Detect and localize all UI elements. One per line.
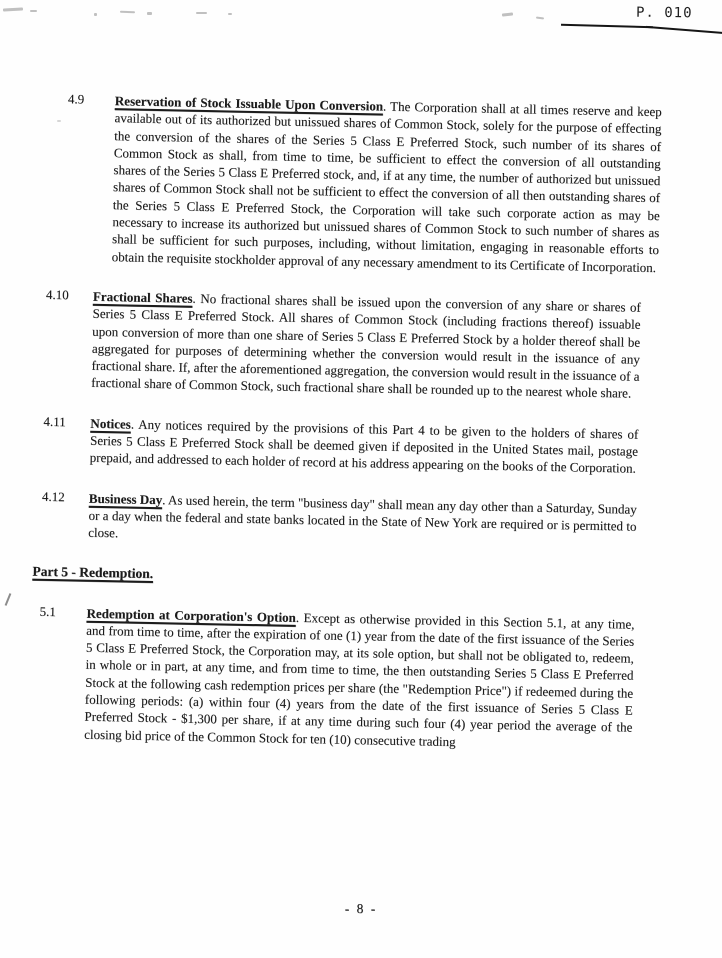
scan-artifact <box>3 7 23 11</box>
scan-artifact <box>94 13 97 16</box>
heading-separator: . <box>192 290 201 306</box>
heading-separator: . <box>295 609 304 625</box>
scan-artifact <box>536 16 544 19</box>
section-4-10 <box>44 287 658 403</box>
section-body-text: Any notices required by the provisions of this Part 4 to be given to the holders of shares of Series 5 Class E Preferred Stock shall be deemed given if deposited in the United States mail, postage prepaid, and addressed to each holder of record at his address appearing on the books of the Corporation. <box>89 416 639 477</box>
section-4-12 <box>41 488 654 552</box>
section-body-text: No fractional shares shall be issued upon the conversion of any share or shares of Series 5 Class E Preferred Stock. All shares of Common Stock (including fractions thereof) issuable upon conversion of more than one share of Series 5 Class E Preferred Stock by a holder thereof shall be aggregated for purposes of determining whether the conversion would result in the issuance of any fractional share. If, after the aforementioned aggregation, the conversion would result in the issuance of a fractional share of Common Stock, such fractional share shall be rounded up to the nearest whole share. <box>91 290 641 402</box>
heading-separator: . <box>130 416 139 432</box>
section-number: 4.12 <box>41 488 65 504</box>
part-5-heading: Part 5 - Redemption. <box>32 563 154 581</box>
scan-artifact <box>30 10 37 12</box>
section-paragraph <box>91 288 641 403</box>
section-heading: Business Day <box>88 490 163 507</box>
section-paragraph <box>88 489 637 552</box>
section-number: 4.10 <box>45 286 69 303</box>
section-heading: Reservation of Stock Issuable Upon Conversion <box>114 93 384 114</box>
scan-artifact <box>228 13 232 15</box>
scan-artifact <box>196 12 207 14</box>
fax-header-line <box>646 26 722 34</box>
margin-slash-mark <box>5 593 12 606</box>
document-content <box>32 91 662 777</box>
section-5-1 <box>37 603 652 754</box>
section-number: 4.11 <box>43 413 66 429</box>
page-number-footer: - 8 - <box>344 901 378 916</box>
section-paragraph <box>84 604 635 753</box>
section-heading: Notices <box>90 415 131 432</box>
section-heading: Redemption at Corporation's Option <box>86 605 297 625</box>
heading-separator: . <box>382 98 391 114</box>
section-4-9 <box>65 91 662 276</box>
section-paragraph <box>112 92 662 276</box>
scan-artifact <box>147 12 152 15</box>
scan-artifact <box>120 11 135 14</box>
section-paragraph <box>90 414 639 477</box>
section-body-text: Except as otherwise provided in this Section 5.1, at any time, and from time to time, after the expiration of one (1) year from the date of the first issuance of the Series 5 Class E Preferred Stock, the Corporation may, at its sole option, but shall not be obligated to, redeem, in whole or in part, at any time, and from time to time, the then outstanding Series 5 Class E Preferred Stock at the following cash redemption prices per share (the "Redemption Price") if redeemed during the following periods: (a) within four (4) years from the date of the first issuance of Series 5 Class E Preferred Stock - $1,300 per share, if at any time during such four (4) year period the average of the closing bid price of the Common Stock for ten (10) consecutive trading <box>84 609 635 749</box>
section-number: 5.1 <box>39 603 57 619</box>
fax-page-number: P. 010 <box>635 4 693 22</box>
section-body-text: As used herein, the term "business day" shall mean any day other than a Saturday, Sunday or a day when the federal and state banks located in the State of New York are required or is permitted to close. <box>88 491 637 541</box>
section-4-11 <box>43 414 656 478</box>
fax-header-line <box>561 24 653 29</box>
section-body-text: The Corporation shall at all times reserve and keep available out of its authorized but unissued shares of Common Stock, solely for the purpose of effecting the conversion of the shares of the Series 5 Class E Preferred Stock, such number of its shares of Common Stock as shall, from time to time, be sufficient to effect the conversion of all outstanding shares of the Series 5 Class E Preferred stock, and, if at any time, the number of authorized but unissued shares of Common Stock shall not be sufficient to effect the conversion of all then outstanding shares of the Series 5 Class E Preferred Stock, the Corporation will take such corporate action as may be necessary to increase its authorized but unissued shares of Common Stock to such number of shares as shall be sufficient for such purposes, including, without limitation, engaging in reasonable efforts to obtain the requisite stockholder approval of any necessary amendment to its Certificate of Incorporation. <box>111 98 662 275</box>
heading-separator: . <box>162 491 169 507</box>
section-number: 4.9 <box>67 91 85 107</box>
section-heading: Fractional Shares <box>92 288 193 306</box>
scan-artifact <box>502 12 513 16</box>
